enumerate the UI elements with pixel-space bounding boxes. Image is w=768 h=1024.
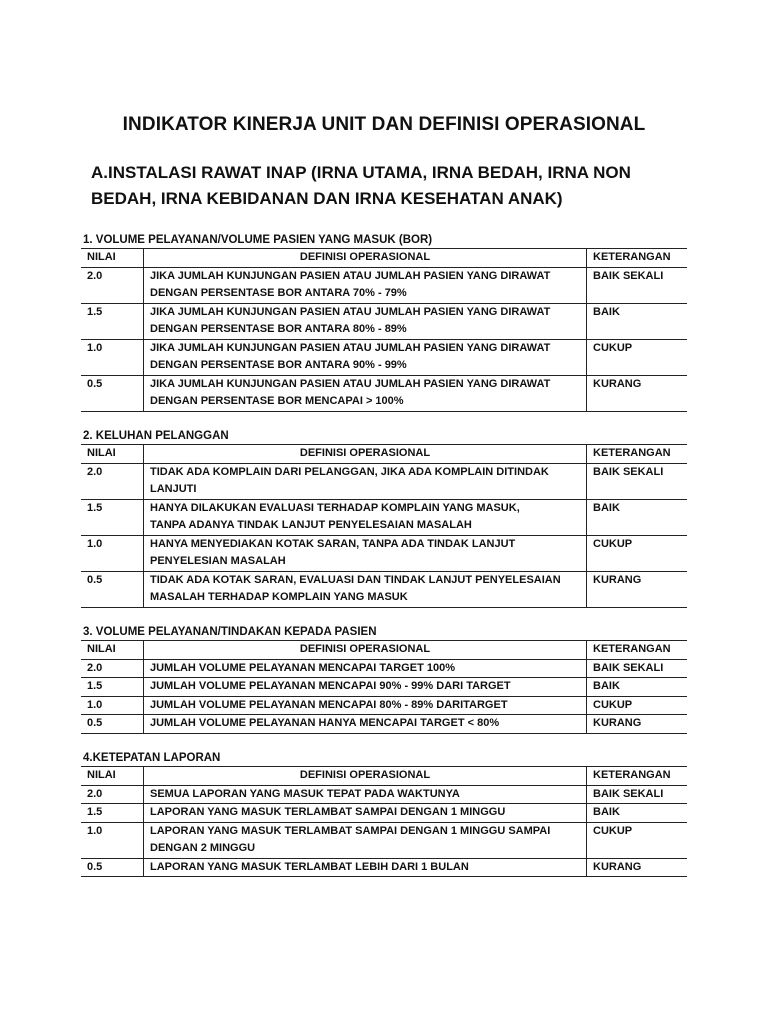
indicator-heading: 1. VOLUME PELAYANAN/VOLUME PASIEN YANG MASUK (BOR)	[83, 234, 433, 246]
definisi-line: LAPORAN YANG MASUK TERLAMBAT SAMPAI DENGAN 1 MINGGU SAMPAI	[150, 824, 551, 837]
definisi-cell	[144, 696, 587, 715]
header-definisi: DEFINISI OPERASIONAL	[144, 249, 587, 268]
keterangan-cell: BAIK SEKALI	[587, 267, 688, 303]
table-row	[81, 715, 687, 734]
table-row	[81, 535, 687, 571]
keterangan-cell: BAIK	[587, 804, 688, 823]
definisi-line: LAPORAN YANG MASUK TERLAMBAT SAMPAI DENGAN 1 MINGGU	[150, 806, 506, 818]
keterangan-cell: KURANG	[587, 375, 688, 411]
header-keterangan: KETERANGAN	[587, 445, 688, 464]
definisi-cell	[144, 785, 587, 804]
keterangan-cell: BAIK SEKALI	[587, 463, 688, 499]
page-title: INDIKATOR KINERJA UNIT DAN DEFINISI OPERASIONAL	[122, 114, 646, 135]
table-header-row	[81, 641, 687, 660]
definisi-line: LANJUTI	[150, 483, 197, 495]
header-nilai: NILAI	[81, 249, 144, 268]
definisi-line: JIKA JUMLAH KUNJUNGAN PASIEN ATAU JUMLAH PASIEN YANG DIRAWAT	[150, 305, 551, 318]
definisi-line: TIDAK ADA KOMPLAIN DARI PELANGGAN, JIKA ADA KOMPLAIN DITINDAK	[150, 465, 549, 478]
definisi-line: JIKA JUMLAH KUNJUNGAN PASIEN ATAU JUMLAH PASIEN YANG DIRAWAT	[150, 341, 551, 354]
keterangan-cell: KURANG	[587, 715, 688, 734]
definisi-line: DENGAN PERSENTASE BOR ANTARA 80% - 89%	[150, 323, 407, 335]
indicator-heading: 4.KETEPATAN LAPORAN	[83, 752, 221, 764]
header-definisi: DEFINISI OPERASIONAL	[144, 767, 587, 786]
table-row	[81, 571, 687, 607]
definisi-line: DENGAN 2 MINGGU	[150, 842, 256, 854]
definisi-line: HANYA MENYEDIAKAN KOTAK SARAN, TANPA ADA TINDAK LANJUT	[150, 537, 516, 550]
definisi-line: TIDAK ADA KOTAK SARAN, EVALUASI DAN TINDAK LANJUT PENYELESAIAN	[150, 573, 561, 586]
definisi-cell	[144, 463, 587, 499]
definisi-cell	[144, 804, 587, 823]
nilai-cell: 0.5	[81, 858, 144, 877]
definisi-line: DENGAN PERSENTASE BOR ANTARA 70% - 79%	[150, 287, 407, 299]
table-row	[81, 267, 687, 303]
definisi-line: JUMLAH VOLUME PELAYANAN MENCAPAI TARGET 100%	[150, 661, 455, 674]
definisi-cell	[144, 571, 587, 607]
keterangan-cell: CUKUP	[587, 822, 688, 858]
keterangan-cell: CUKUP	[587, 696, 688, 715]
definisi-cell	[144, 535, 587, 571]
definisi-line: LAPORAN YANG MASUK TERLAMBAT LEBIH DARI 1 BULAN	[150, 860, 469, 873]
nilai-cell: 2.0	[81, 659, 144, 678]
table-row	[81, 804, 687, 823]
nilai-cell: 1.0	[81, 339, 144, 375]
definisi-line: SEMUA LAPORAN YANG MASUK TEPAT PADA WAKTUNYA	[150, 787, 460, 800]
keterangan-cell: CUKUP	[587, 535, 688, 571]
indicator-block-4	[81, 750, 687, 877]
header-nilai: NILAI	[81, 767, 144, 786]
table-header-row	[81, 767, 687, 786]
keterangan-cell: BAIK	[587, 303, 688, 339]
table-row	[81, 659, 687, 678]
header-keterangan: KETERANGAN	[587, 767, 688, 786]
keterangan-cell: BAIK	[587, 499, 688, 535]
nilai-cell: 1.5	[81, 804, 144, 823]
header-keterangan: KETERANGAN	[587, 249, 688, 268]
definisi-cell	[144, 267, 587, 303]
table-row	[81, 463, 687, 499]
indicator-table	[81, 766, 687, 877]
indicator-block-2	[81, 428, 687, 608]
indicator-table	[81, 640, 687, 734]
indicator-table	[81, 444, 687, 608]
nilai-cell: 1.0	[81, 535, 144, 571]
keterangan-cell: BAIK	[587, 678, 688, 697]
table-row	[81, 678, 687, 697]
nilai-cell: 1.0	[81, 822, 144, 858]
nilai-cell: 0.5	[81, 715, 144, 734]
header-definisi: DEFINISI OPERASIONAL	[144, 445, 587, 464]
header-definisi: DEFINISI OPERASIONAL	[144, 641, 587, 660]
table-row	[81, 339, 687, 375]
header-keterangan: KETERANGAN	[587, 641, 688, 660]
indicator-block-1	[81, 232, 687, 412]
definisi-cell	[144, 375, 587, 411]
nilai-cell: 1.5	[81, 678, 144, 697]
definisi-line: HANYA DILAKUKAN EVALUASI TERHADAP KOMPLAIN YANG MASUK,	[150, 501, 520, 514]
nilai-cell: 0.5	[81, 571, 144, 607]
table-header-row	[81, 445, 687, 464]
definisi-line: JUMLAH VOLUME PELAYANAN MENCAPAI 80% - 89% DARITARGET	[150, 698, 508, 711]
section-title-line-1: A.INSTALASI RAWAT INAP (IRNA UTAMA, IRNA BEDAH, IRNA NON	[91, 163, 631, 182]
keterangan-cell: KURANG	[587, 571, 688, 607]
keterangan-cell: BAIK SEKALI	[587, 785, 688, 804]
table-row	[81, 858, 687, 877]
section-title	[91, 160, 691, 212]
keterangan-cell: KURANG	[587, 858, 688, 877]
header-nilai: NILAI	[81, 641, 144, 660]
keterangan-cell: CUKUP	[587, 339, 688, 375]
definisi-line: MASALAH TERHADAP KOMPLAIN YANG MASUK	[150, 591, 408, 603]
indicator-table	[81, 248, 687, 412]
table-row	[81, 499, 687, 535]
nilai-cell: 2.0	[81, 463, 144, 499]
definisi-cell	[144, 678, 587, 697]
definisi-cell	[144, 303, 587, 339]
indicator-block-3	[81, 624, 687, 734]
table-row	[81, 822, 687, 858]
table-row	[81, 696, 687, 715]
definisi-cell	[144, 715, 587, 734]
definisi-line: JUMLAH VOLUME PELAYANAN MENCAPAI 90% - 99% DARI TARGET	[150, 680, 511, 692]
definisi-cell	[144, 499, 587, 535]
nilai-cell: 0.5	[81, 375, 144, 411]
definisi-line: TANPA ADANYA TINDAK LANJUT PENYELESAIAN MASALAH	[150, 519, 472, 531]
definisi-line: PENYELESIAN MASALAH	[150, 555, 286, 567]
definisi-cell	[144, 858, 587, 877]
definisi-line: JUMLAH VOLUME PELAYANAN HANYA MENCAPAI TARGET < 80%	[150, 717, 500, 729]
table-row	[81, 375, 687, 411]
indicator-heading: 2. KELUHAN PELANGGAN	[83, 430, 229, 442]
definisi-line: JIKA JUMLAH KUNJUNGAN PASIEN ATAU JUMLAH PASIEN YANG DIRAWAT	[150, 269, 551, 282]
definisi-cell	[144, 822, 587, 858]
definisi-cell	[144, 659, 587, 678]
nilai-cell: 1.5	[81, 499, 144, 535]
header-nilai: NILAI	[81, 445, 144, 464]
definisi-line: JIKA JUMLAH KUNJUNGAN PASIEN ATAU JUMLAH PASIEN YANG DIRAWAT	[150, 377, 551, 390]
section-title-line-2: BEDAH, IRNA KEBIDANAN DAN IRNA KESEHATAN ANAK)	[91, 189, 563, 208]
keterangan-cell: BAIK SEKALI	[587, 659, 688, 678]
nilai-cell: 1.0	[81, 696, 144, 715]
nilai-cell: 2.0	[81, 785, 144, 804]
table-header-row	[81, 249, 687, 268]
table-row	[81, 303, 687, 339]
nilai-cell: 1.5	[81, 303, 144, 339]
definisi-line: DENGAN PERSENTASE BOR ANTARA 90% - 99%	[150, 359, 407, 371]
nilai-cell: 2.0	[81, 267, 144, 303]
table-row	[81, 785, 687, 804]
indicator-heading: 3. VOLUME PELAYANAN/TINDAKAN KEPADA PASIEN	[83, 626, 377, 638]
definisi-cell	[144, 339, 587, 375]
definisi-line: DENGAN PERSENTASE BOR MENCAPAI > 100%	[150, 395, 404, 407]
